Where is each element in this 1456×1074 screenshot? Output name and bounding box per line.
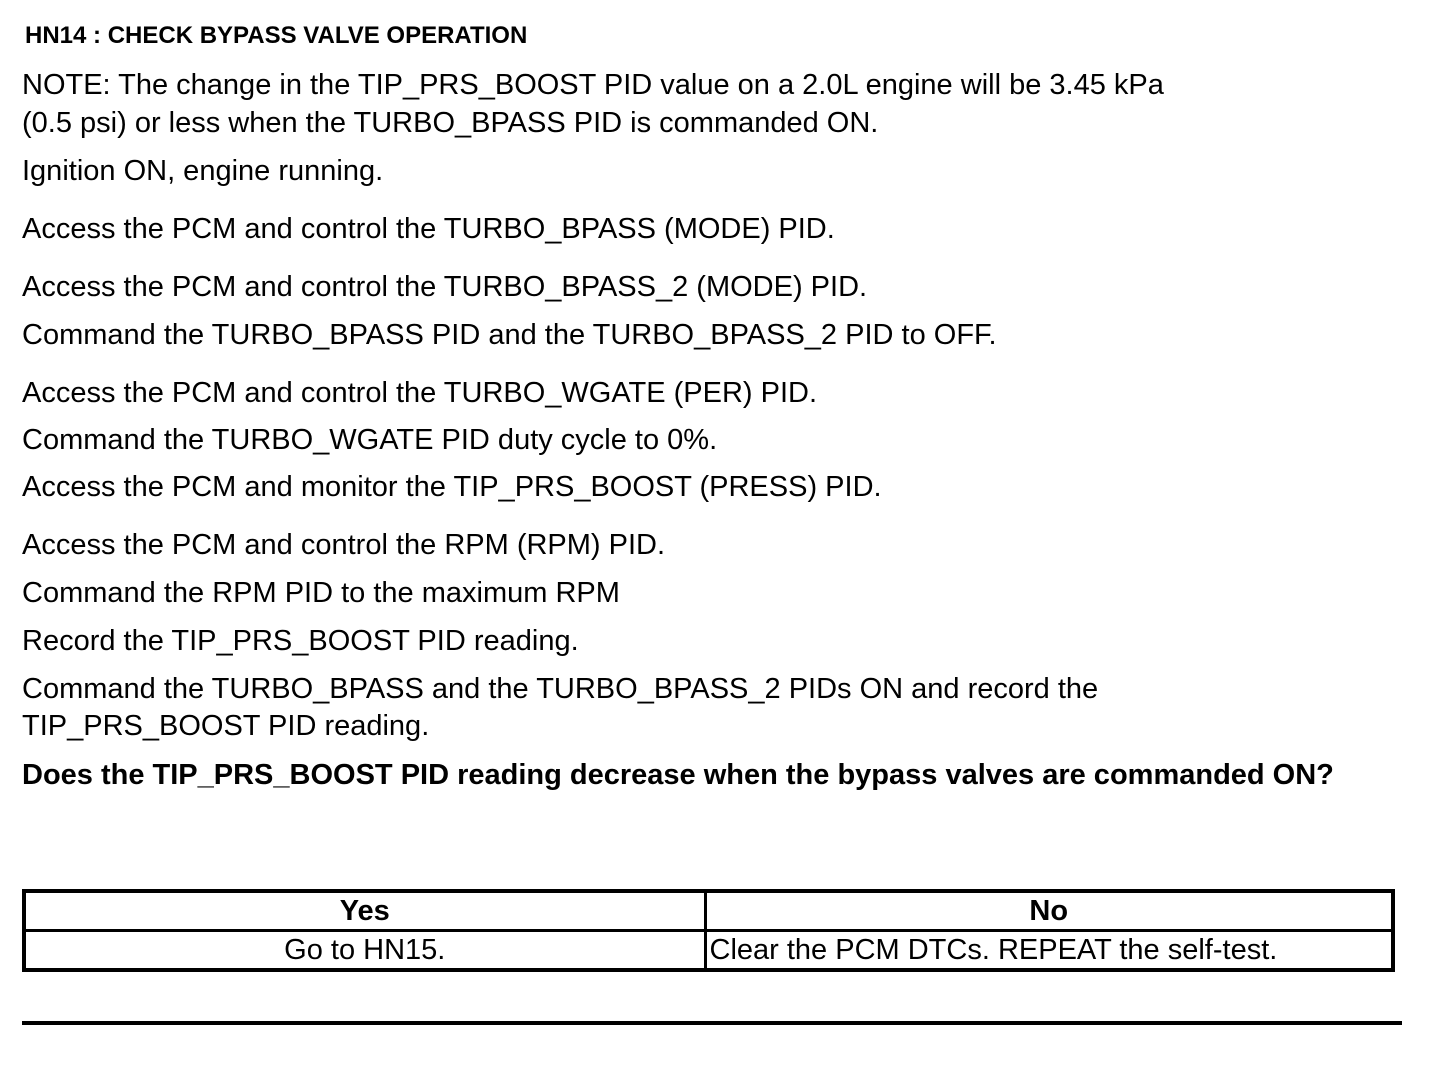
note-line-2: (0.5 psi) or less when the TURBO_BPASS PID is commanded ON. xyxy=(22,107,879,139)
no-action: Clear the PCM DTCs. REPEAT the self-test. xyxy=(705,931,1393,971)
step-heading: HN14 : CHECK BYPASS VALVE OPERATION xyxy=(25,22,528,49)
step-command-bpass-on-line-1: Command the TURBO_BPASS and the TURBO_BPASS_2 PIDs ON and record the xyxy=(22,673,1099,705)
step-control-turbo-bpass-2: Access the PCM and control the TURBO_BPASS_2 (MODE) PID. xyxy=(22,271,868,303)
step-command-bpass-on-line-2: TIP_PRS_BOOST PID reading. xyxy=(22,710,430,742)
decision-question: Does the TIP_PRS_BOOST PID reading decrease when the bypass valves are commanded ON? xyxy=(22,759,1334,791)
yes-header: Yes xyxy=(24,891,705,931)
step-control-rpm: Access the PCM and control the RPM (RPM) PID. xyxy=(22,529,666,561)
result-table xyxy=(22,889,1395,972)
note-line-1: NOTE: The change in the TIP_PRS_BOOST PID value on a 2.0L engine will be 3.45 kPa xyxy=(22,69,1164,101)
yes-action: Go to HN15. xyxy=(24,931,705,971)
step-command-bpass-off: Command the TURBO_BPASS PID and the TURBO_BPASS_2 PID to OFF. xyxy=(22,319,997,351)
step-command-rpm-max: Command the RPM PID to the maximum RPM xyxy=(22,577,620,609)
step-record-boost: Record the TIP_PRS_BOOST PID reading. xyxy=(22,625,579,657)
bottom-divider xyxy=(22,1021,1402,1025)
step-command-wgate-duty: Command the TURBO_WGATE PID duty cycle to 0%. xyxy=(22,424,718,456)
step-ignition: Ignition ON, engine running. xyxy=(22,155,384,187)
table-row xyxy=(24,931,1393,971)
step-control-turbo-wgate: Access the PCM and control the TURBO_WGATE (PER) PID. xyxy=(22,377,818,409)
step-control-turbo-bpass: Access the PCM and control the TURBO_BPASS (MODE) PID. xyxy=(22,213,835,245)
no-header: No xyxy=(705,891,1393,931)
step-monitor-boost: Access the PCM and monitor the TIP_PRS_BOOST (PRESS) PID. xyxy=(22,471,882,503)
table-header-row xyxy=(24,891,1393,931)
